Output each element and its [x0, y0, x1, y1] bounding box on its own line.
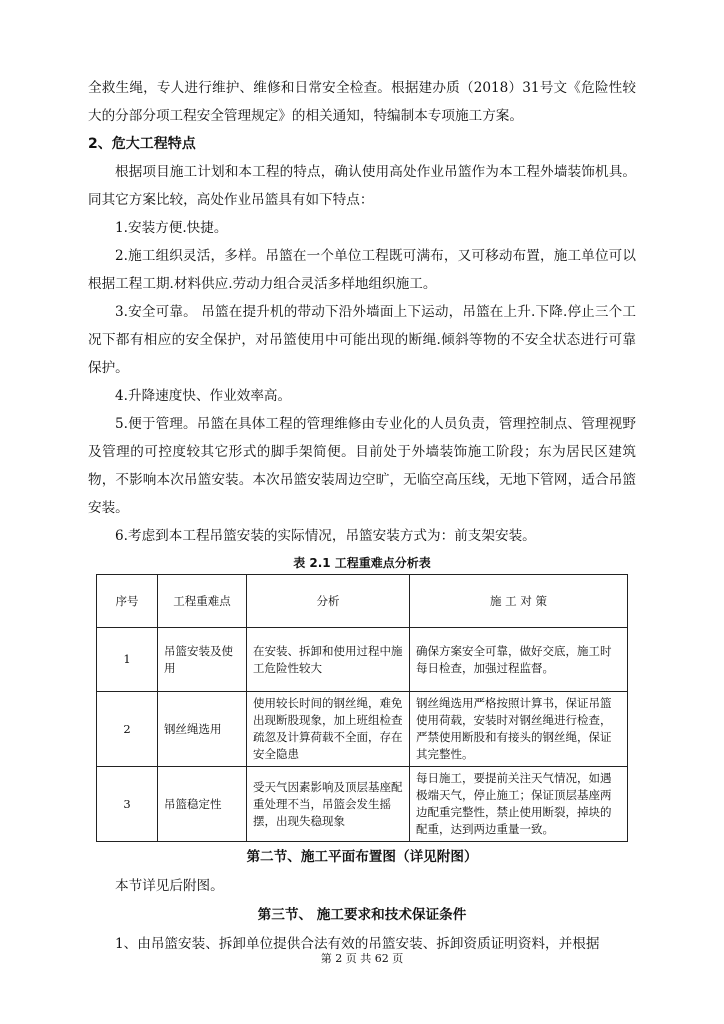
feature-item-2: 2.施工组织灵活，多样。吊篮在一个单位工程既可满布，又可移动布置，施工单位可以根据工程工期.材料供应.劳动力组合灵活多样地组织施工。: [88, 248, 636, 292]
table-row: [97, 628, 628, 692]
difficulty-analysis-table: [96, 574, 628, 842]
cell-index: 3: [97, 767, 158, 842]
section-2-title: 第二节、施工平面布置图（详见附图）: [246, 849, 478, 865]
table-caption: 表 2.1 工程重难点分析表: [293, 556, 431, 570]
page-footer: 第 2 页 共 62 页: [320, 952, 404, 965]
feature-item-4: 4.升降速度快、作业效率高。: [115, 388, 292, 404]
cell-difficulty: 钢丝绳选用: [158, 692, 247, 767]
cell-index: 2: [97, 692, 158, 767]
section-3-title: 第三节、 施工要求和技术保证条件: [257, 907, 467, 923]
feature-item-3: 3.安全可靠。 吊篮在提升机的带动下沿外墙面上下运动，吊篮在上升.下降.停止三个工况下都有相应的安全保护，对吊篮使用中可能出现的断绳.倾斜等物的不安全状态进行可靠保护。: [88, 304, 636, 376]
header-countermeasure: 施 工 对 策: [410, 575, 628, 628]
table-row: [97, 767, 628, 842]
feature-item-1: 1.安装方便.快捷。: [115, 220, 228, 236]
table-row: [97, 692, 628, 767]
cell-difficulty: 吊篮安装及使用: [158, 628, 247, 692]
cell-index: 1: [97, 628, 158, 692]
cell-countermeasure: 确保方案安全可靠，做好交底，施工时每日检查，加强过程监督。: [410, 628, 628, 692]
header-difficulty: 工程重难点: [158, 575, 247, 628]
header-analysis: 分析: [247, 575, 410, 628]
page-content: [88, 74, 636, 958]
paragraph-features-intro: 根据项目施工计划和本工程的特点，确认使用高处作业吊篮作为本工程外墙装饰机具。同其它方案比较，高处作业吊篮具有如下特点：: [88, 164, 636, 208]
table-header-row: [97, 575, 628, 628]
cell-analysis: 使用较长时间的钢丝绳，难免出现断股现象，加上班组检查疏忽及计算荷载不全面，存在安全隐患: [247, 692, 410, 767]
header-index: 序号: [97, 575, 158, 628]
section-2-text: 本节详见后附图。: [115, 878, 224, 894]
feature-item-5: 5.便于管理。吊篮在具体工程的管理维修由专业化的人员负责，管理控制点、管理视野及管理的可控度较其它形式的脚手架简便。目前处于外墙装饰施工阶段；东为居民区建筑物，不影响本次吊篮安装。本次吊篮安装周边空旷，无临空高压线，无地下管网，适合吊篮安装。: [88, 416, 636, 516]
cell-analysis: 受天气因素影响及顶层基座配重处理不当，吊篮会发生摇摆，出现失稳现象: [247, 767, 410, 842]
cell-analysis: 在安装、拆卸和使用过程中施工危险性较大: [247, 628, 410, 692]
paragraph-intro: 全救生绳，专人进行维护、维修和日常安全检查。根据建办质（2018）31号文《危险性较大的分部分项工程安全管理规定》的相关通知，特编制本专项施工方案。: [88, 80, 636, 124]
cell-countermeasure: 钢丝绳选用严格按照计算书，保证吊篮使用荷载，安装时对钢丝绳进行检查，严禁使用断股和有接头的钢丝绳，保证其完整性。: [410, 692, 628, 767]
cell-countermeasure: 每日施工，要提前关注天气情况，如遇极端天气，停止施工；保证顶层基座两边配重完整性，禁止使用断裂，掉块的配重，达到两边重量一致。: [410, 767, 628, 842]
section-3-paragraph: 1、由吊篮安装、拆卸单位提供合法有效的吊篮安装、拆卸资质证明资料，并根据: [115, 936, 600, 952]
heading-danger-features: 2、危大工程特点: [88, 136, 196, 152]
feature-item-6: 6.考虑到本工程吊篮安装的实际情况，吊篮安装方式为：前支架安装。: [115, 528, 536, 544]
cell-difficulty: 吊篮稳定性: [158, 767, 247, 842]
